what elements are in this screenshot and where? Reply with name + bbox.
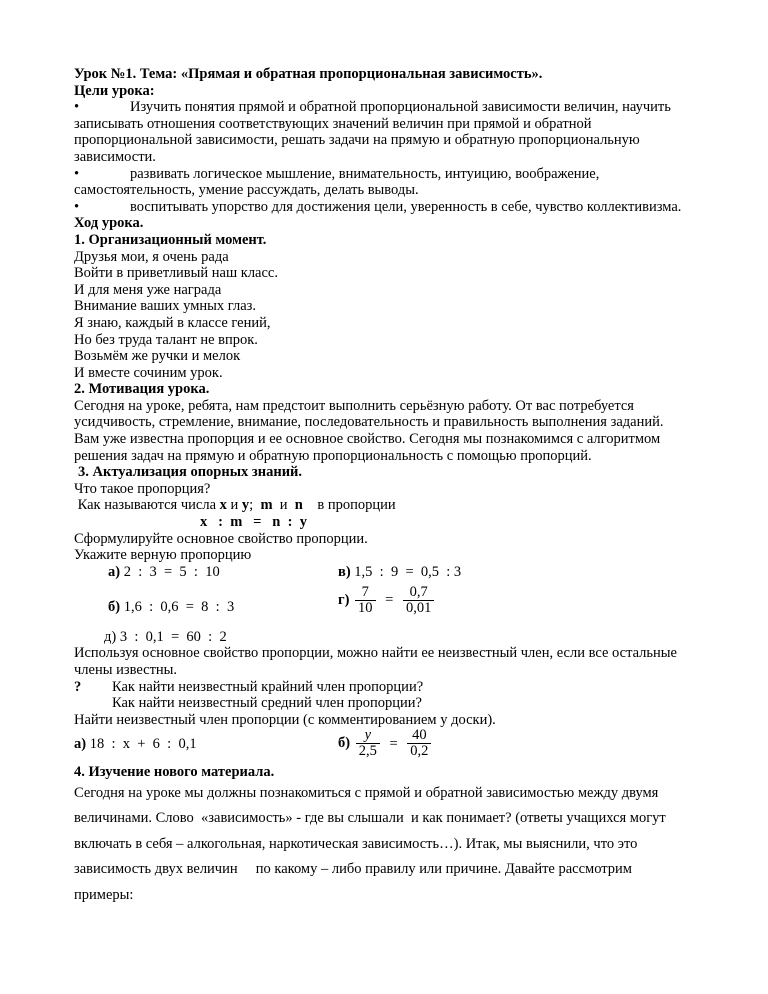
poem-line: Друзья мои, я очень рада bbox=[74, 248, 229, 265]
poem-line: Но без труда талант не впрок. bbox=[74, 331, 258, 348]
poem-line: Возьмём же ручки и мелок bbox=[74, 348, 241, 365]
choose-proportion: Укажите верную пропорцию bbox=[74, 547, 252, 564]
document-page bbox=[74, 66, 734, 908]
find-unknown: Найти неизвестный член пропорции (с комментированием у доски). bbox=[74, 711, 496, 728]
option-d: д) 3 : 0,1 = 60 : 2 bbox=[104, 628, 227, 645]
section-4-heading: 4. Изучение нового материала. bbox=[74, 764, 275, 781]
goal-item-3: • воспитывать упорство для достижения цели, уверенность в себе, чувство коллективизма. bbox=[74, 198, 682, 215]
question-what-proportion: Что такое пропорция? bbox=[74, 480, 211, 497]
bullet-icon: • bbox=[74, 198, 80, 215]
goal-1-line: зависимости. bbox=[74, 148, 156, 165]
section-2-heading: 2. Мотивация урока. bbox=[74, 381, 210, 398]
lesson-title: Урок №1. Тема: «Прямая и обратная пропорциональная зависимость». bbox=[74, 66, 543, 82]
paragraph-line: включать в себя – алкогольная, наркотическая зависимость…). Итак, мы выяснили, что это bbox=[74, 835, 638, 852]
paragraph-line: Сегодня на уроке, ребята, нам предстоит выполнить серьёзную работу. От вас потребуется bbox=[74, 397, 634, 414]
option-a: а) 2 : 3 = 5 : 10 bbox=[108, 563, 220, 580]
fraction: $\frac{40}{0,2}$ bbox=[407, 728, 431, 759]
goals-heading: Цели урока: bbox=[74, 82, 155, 99]
option-g: г) $\frac{7}{10}$ = $\frac{0,7}{0,01}$ bbox=[338, 585, 436, 616]
bullet-icon: • bbox=[74, 99, 80, 116]
poem-line: И для меня уже награда bbox=[74, 281, 222, 298]
fraction: $\frac{0,7}{0,01}$ bbox=[403, 585, 434, 616]
poem-line: Внимание ваших умных глаз. bbox=[74, 298, 257, 315]
goal-2-line: самостоятельность, умение рассуждать, делать выводы. bbox=[74, 182, 419, 199]
question-terms: Как называются числа x и y; m и n в пропорции bbox=[74, 497, 396, 514]
course-heading: Ход урока. bbox=[74, 215, 144, 232]
poem-line: Я знаю, каждый в классе гений, bbox=[74, 314, 271, 331]
fraction: $\frac{7}{10}$ bbox=[355, 585, 376, 616]
options-row-1 bbox=[74, 564, 734, 581]
paragraph-line: Сегодня на уроке мы должны познакомиться с прямой и обратной зависимостью между двумя bbox=[74, 784, 659, 801]
bullet-icon: • bbox=[74, 165, 80, 182]
goal-1-line: пропорциональной зависимости, решать задачи на прямую и обратную пропорциональную bbox=[74, 132, 640, 149]
paragraph-line: усидчивость, стремление, внимание, последовательность и правильность выполнения заданий. bbox=[74, 414, 664, 431]
option-v: в) 1,5 : 9 = 0,5 : 3 bbox=[338, 563, 462, 580]
section-3-heading: 3. Актуализация опорных знаний. bbox=[78, 464, 303, 481]
goal-item-2: • развивать логическое мышление, внимательность, интуицию, воображение, bbox=[74, 165, 600, 182]
paragraph-line: решения задач на прямую и обратную пропорциональность с помощью пропорций. bbox=[74, 447, 592, 464]
poem-line: Войти в приветливый наш класс. bbox=[74, 265, 278, 282]
paragraph-line: величинами. Слово «зависимость» - где вы слышали и как понимает? (ответы учащихся могут bbox=[74, 810, 666, 827]
option-b: б) 1,6 : 0,6 = 8 : 3 bbox=[108, 598, 235, 615]
paragraph-line: Используя основное свойство пропорции, можно найти ее неизвестный член, если все остальные bbox=[74, 645, 677, 662]
formulate-property: Сформулируйте основное свойство пропорции. bbox=[74, 530, 368, 547]
fraction: $\frac{y}{2,5}$ bbox=[356, 728, 380, 759]
goal-1-line: записывать отношения соответствующих значений величин при прямой и обратной bbox=[74, 115, 592, 132]
question-extreme: ? Как найти неизвестный крайний член пропорции? bbox=[74, 678, 424, 695]
question-middle: Как найти неизвестный средний член пропорции? bbox=[112, 695, 422, 712]
goal-item-1: • Изучить понятия прямой и обратной пропорциональной зависимости величин, научить bbox=[74, 99, 671, 116]
poem-line: И вместе сочиним урок. bbox=[74, 364, 223, 381]
proportion-expression: x : m = n : y bbox=[200, 514, 307, 531]
find-row bbox=[74, 728, 734, 764]
find-b: б) $\frac{y}{2,5}$ = $\frac{40}{0,2}$ bbox=[338, 728, 433, 759]
find-a: а) 18 : x + 6 : 0,1 bbox=[74, 736, 197, 753]
paragraph-line: Вам уже известна пропорция и ее основное свойство. Сегодня мы познакомимся с алгоритмом bbox=[74, 431, 661, 448]
paragraph-line: примеры: bbox=[74, 886, 134, 903]
paragraph-line: члены известны. bbox=[74, 662, 178, 678]
options-row-2 bbox=[74, 581, 734, 629]
paragraph-line: зависимость двух величин по какому – либо правилу или причине. Давайте рассмотрим bbox=[74, 861, 632, 878]
section-1-heading: 1. Организационный момент. bbox=[74, 231, 267, 248]
